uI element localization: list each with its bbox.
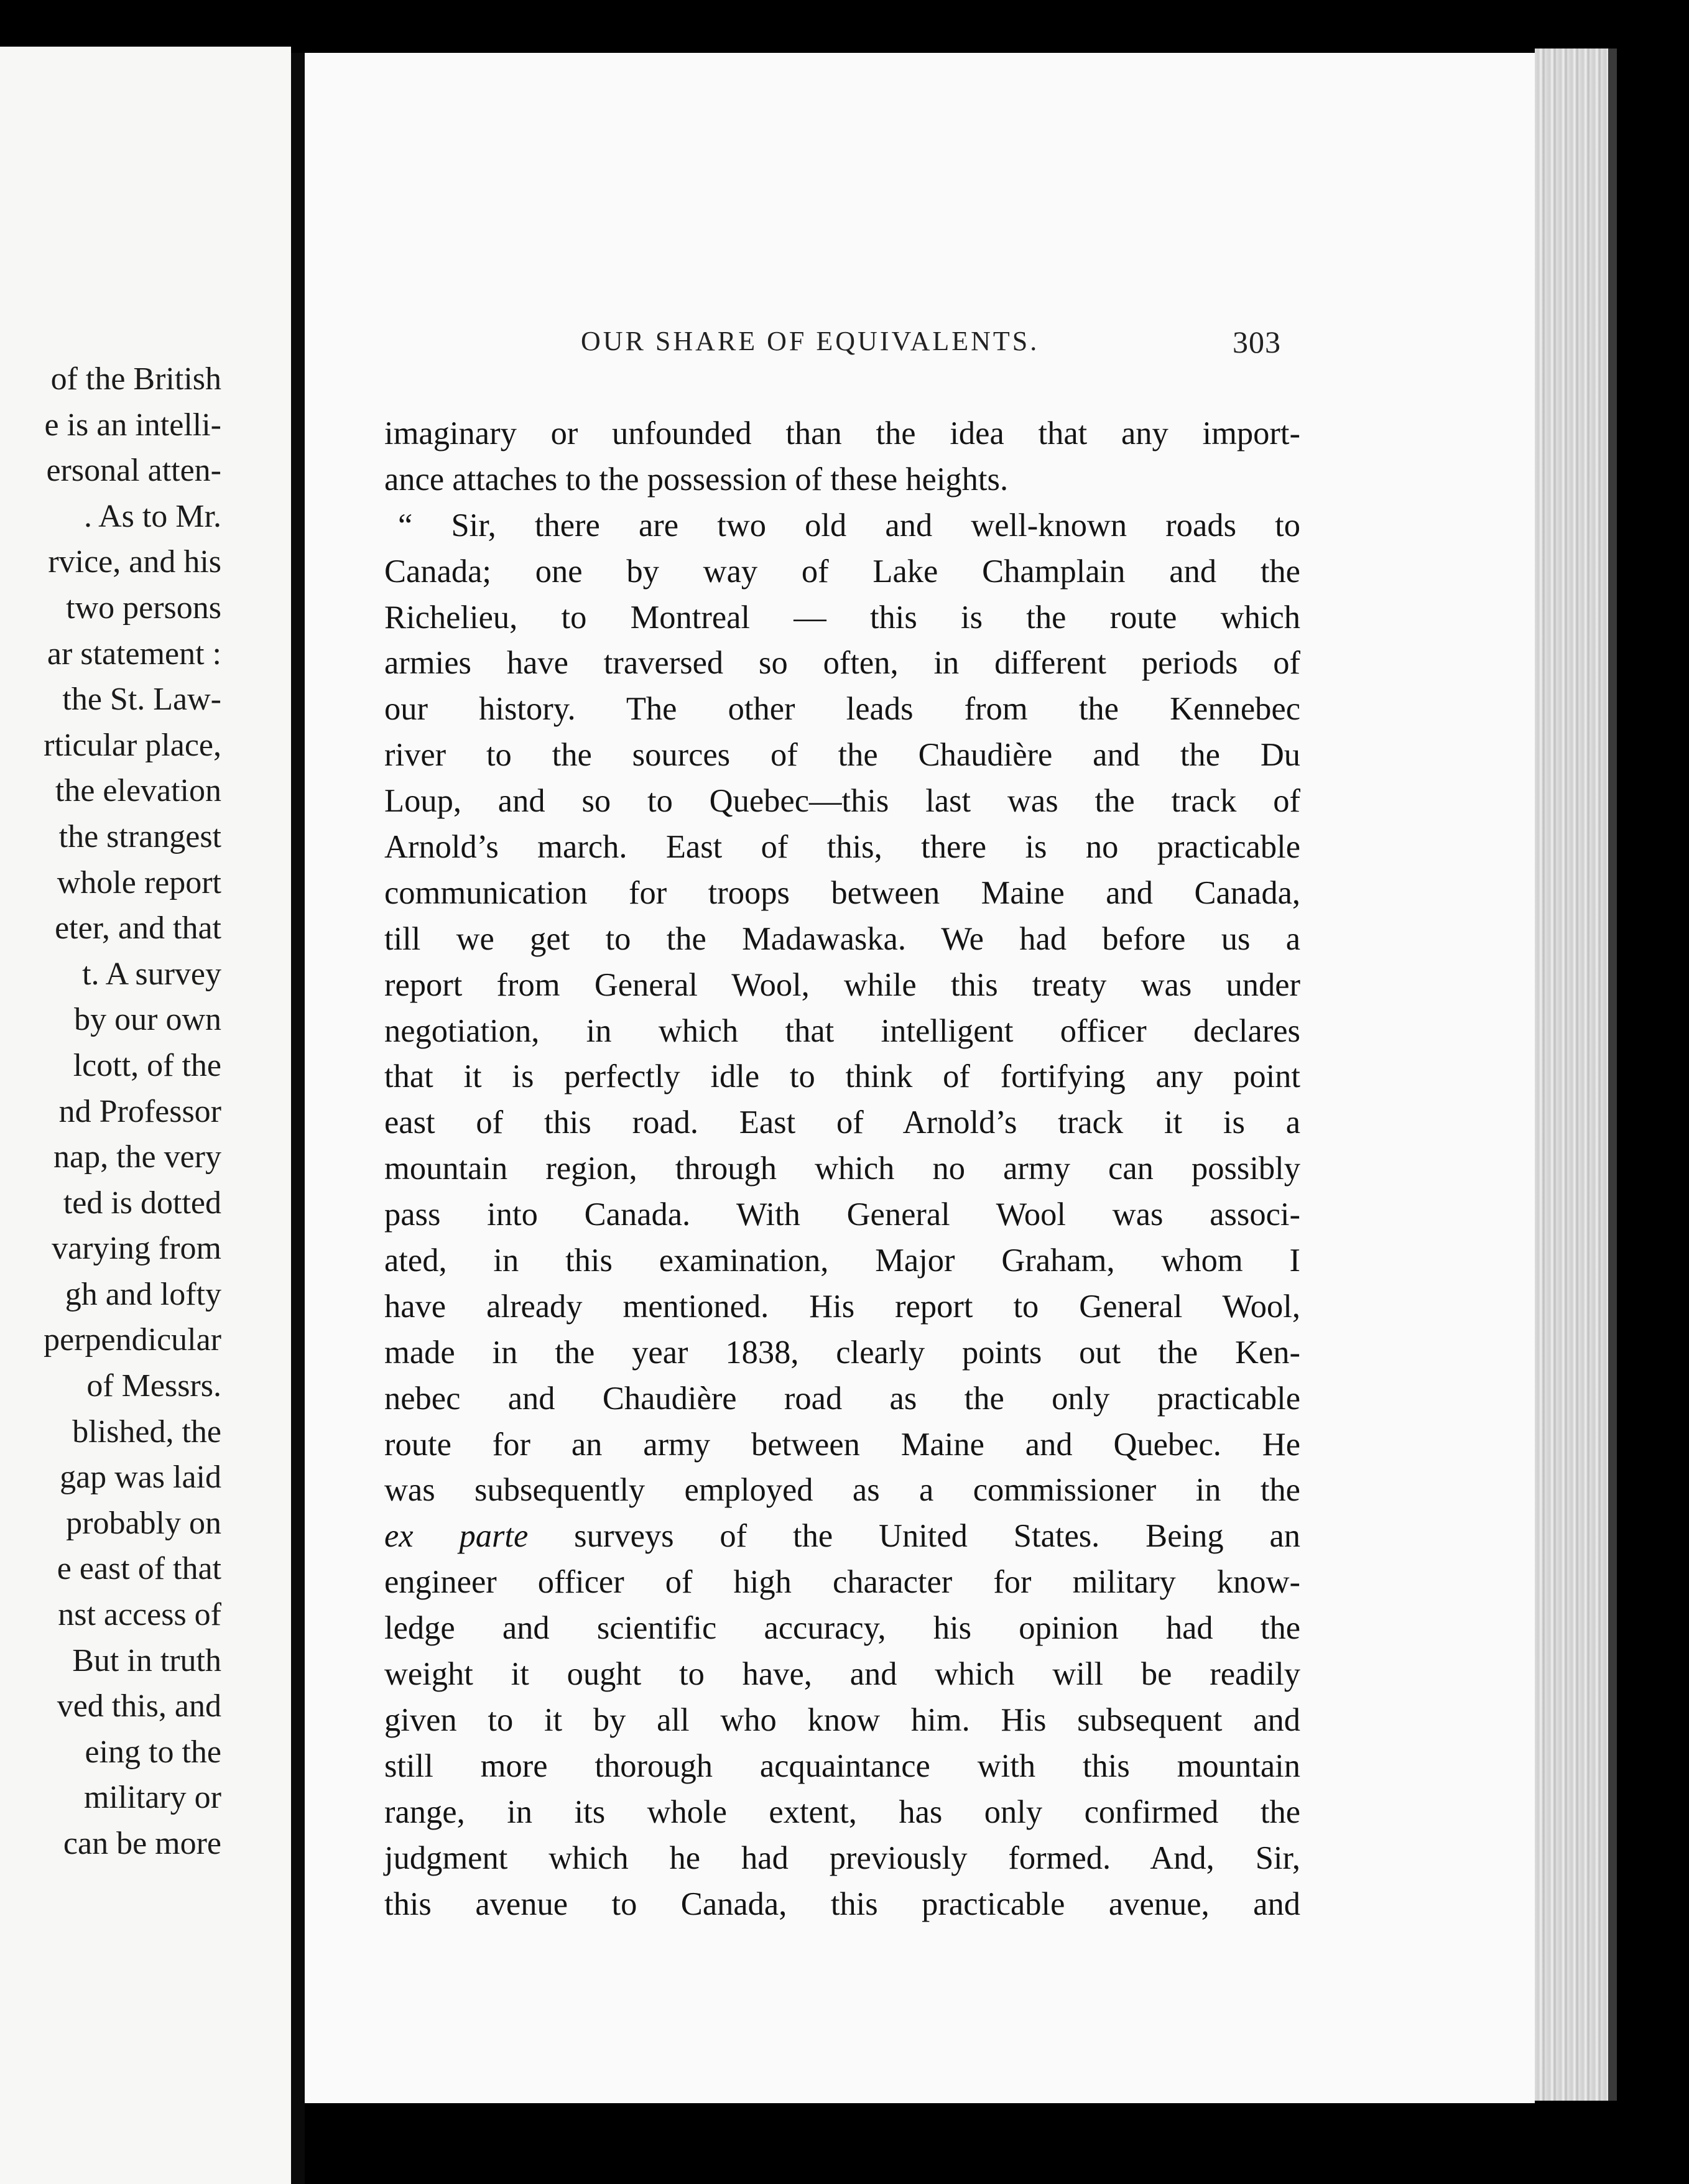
left-line: gap was laid xyxy=(60,1460,221,1496)
left-line: nst access of xyxy=(58,1597,221,1633)
running-head xyxy=(305,325,1535,363)
left-line: two persons xyxy=(66,590,221,626)
text-line: this avenue to Canada, this practicable avenue, and xyxy=(384,1886,1300,1922)
text-line: our history. The other leads from the Kennebec xyxy=(384,691,1300,728)
text-line: pass into Canada. With General Wool was associ- xyxy=(384,1196,1300,1233)
left-line: of the British xyxy=(50,361,221,397)
left-line: rticular place, xyxy=(44,727,221,763)
book-gutter xyxy=(291,53,305,2184)
text-line: mountain region, through which no army can possibly xyxy=(384,1150,1300,1187)
text-line: range, in its whole extent, has only confirmed the xyxy=(384,1793,1300,1830)
text-line: negotiation, in which that intelligent officer declares xyxy=(384,1012,1300,1049)
text-line xyxy=(384,1514,1300,1560)
left-line: gh and lofty xyxy=(65,1276,221,1312)
body-text xyxy=(384,411,1300,1927)
left-line: can be more xyxy=(63,1826,221,1861)
italic-phrase: ex parte xyxy=(384,1518,529,1555)
left-line: the elevation xyxy=(55,773,221,809)
text-line: “ Sir, there are two old and well-known roads to xyxy=(398,507,1300,544)
left-line: e east of that xyxy=(57,1551,221,1587)
left-line: the strangest xyxy=(58,818,221,854)
left-page-text xyxy=(0,356,221,1867)
left-line: probably on xyxy=(66,1505,221,1541)
text-line: Arnold’s march. East of this, there is no practicable xyxy=(384,829,1300,866)
text-line: engineer officer of high character for military know- xyxy=(384,1564,1300,1601)
text-line: was subsequently employed as a commissioner in the xyxy=(384,1472,1300,1509)
text-line: that it is perfectly idle to think of fortifying any point xyxy=(384,1058,1300,1095)
running-head-title: OUR SHARE OF EQUIVALENTS. xyxy=(581,326,1040,356)
left-line: rvice, and his xyxy=(48,544,221,580)
text-line: weight it ought to have, and which will be readily xyxy=(384,1656,1300,1693)
left-page xyxy=(0,47,291,2184)
left-line: eing to the xyxy=(85,1734,221,1770)
left-line: of Messrs. xyxy=(86,1368,221,1404)
text-line: Loup, and so to Quebec—this last was the track of xyxy=(384,783,1300,820)
left-line: nd Professor xyxy=(58,1093,221,1129)
text-line: river to the sources of the Chaudière and the Du xyxy=(384,737,1300,774)
text-line: given to it by all who know him. His subsequent and xyxy=(384,1701,1300,1738)
left-line: e is an intelli- xyxy=(44,407,221,443)
page-edges xyxy=(1535,49,1608,2101)
text-line: route for an army between Maine and Quebec. He xyxy=(384,1426,1300,1463)
left-line: But in truth xyxy=(72,1642,221,1678)
left-line: varying from xyxy=(52,1231,221,1267)
left-line: t. A survey xyxy=(82,956,221,992)
text-line: armies have traversed so often, in different periods of xyxy=(384,645,1300,682)
left-line: by our own xyxy=(74,1002,221,1038)
text-line: communication for troops between Maine and Canada, xyxy=(384,874,1300,911)
text-line: nebec and Chaudière road as the only practicable xyxy=(384,1380,1300,1417)
text-line: ated, in this examination, Major Graham, whom I xyxy=(384,1242,1300,1279)
left-line: nap, the very xyxy=(53,1139,221,1175)
text-line: imaginary or unfounded than the idea that any import- xyxy=(384,415,1300,451)
page-number: 303 xyxy=(1233,325,1281,359)
left-line: ar statement : xyxy=(47,636,221,672)
text-line: ledge and scientific accuracy, his opinion had the xyxy=(384,1610,1300,1647)
left-line: . As to Mr. xyxy=(83,498,221,534)
left-line: eter, and that xyxy=(55,910,221,946)
text-line: made in the year 1838, clearly points out the Ken- xyxy=(384,1334,1300,1371)
left-line: whole report xyxy=(57,864,221,900)
left-line: ted is dotted xyxy=(63,1185,221,1221)
right-page xyxy=(305,53,1535,2103)
left-line: blished, the xyxy=(72,1414,221,1450)
text-line: Canada; one by way of Lake Champlain and the xyxy=(384,553,1300,590)
left-line: ersonal atten- xyxy=(46,453,221,489)
left-line: perpendicular xyxy=(44,1322,221,1358)
left-line: the St. Law- xyxy=(62,682,221,718)
text-line: ance attaches to the possession of these heights. xyxy=(384,461,1009,497)
text-line: report from General Wool, while this treaty was under xyxy=(384,966,1300,1003)
left-line: lcott, of the xyxy=(73,1047,221,1083)
text-line: Richelieu, to Montreal — this is the route which xyxy=(384,599,1300,636)
text-line: have already mentioned. His report to General Wool, xyxy=(384,1288,1300,1325)
left-line: military or xyxy=(84,1780,221,1816)
page-edge-shadow xyxy=(1608,49,1617,2101)
text-line: judgment which he had previously formed. And, Sir, xyxy=(384,1839,1300,1876)
text-line-rest: surveys of the United States. Being an xyxy=(574,1518,1300,1555)
text-line: still more thorough acquaintance with this mountain xyxy=(384,1747,1300,1784)
left-line: ved this, and xyxy=(57,1688,221,1724)
text-line: east of this road. East of Arnold’s track it is a xyxy=(384,1104,1300,1141)
text-line: till we get to the Madawaska. We had before us a xyxy=(384,920,1300,957)
